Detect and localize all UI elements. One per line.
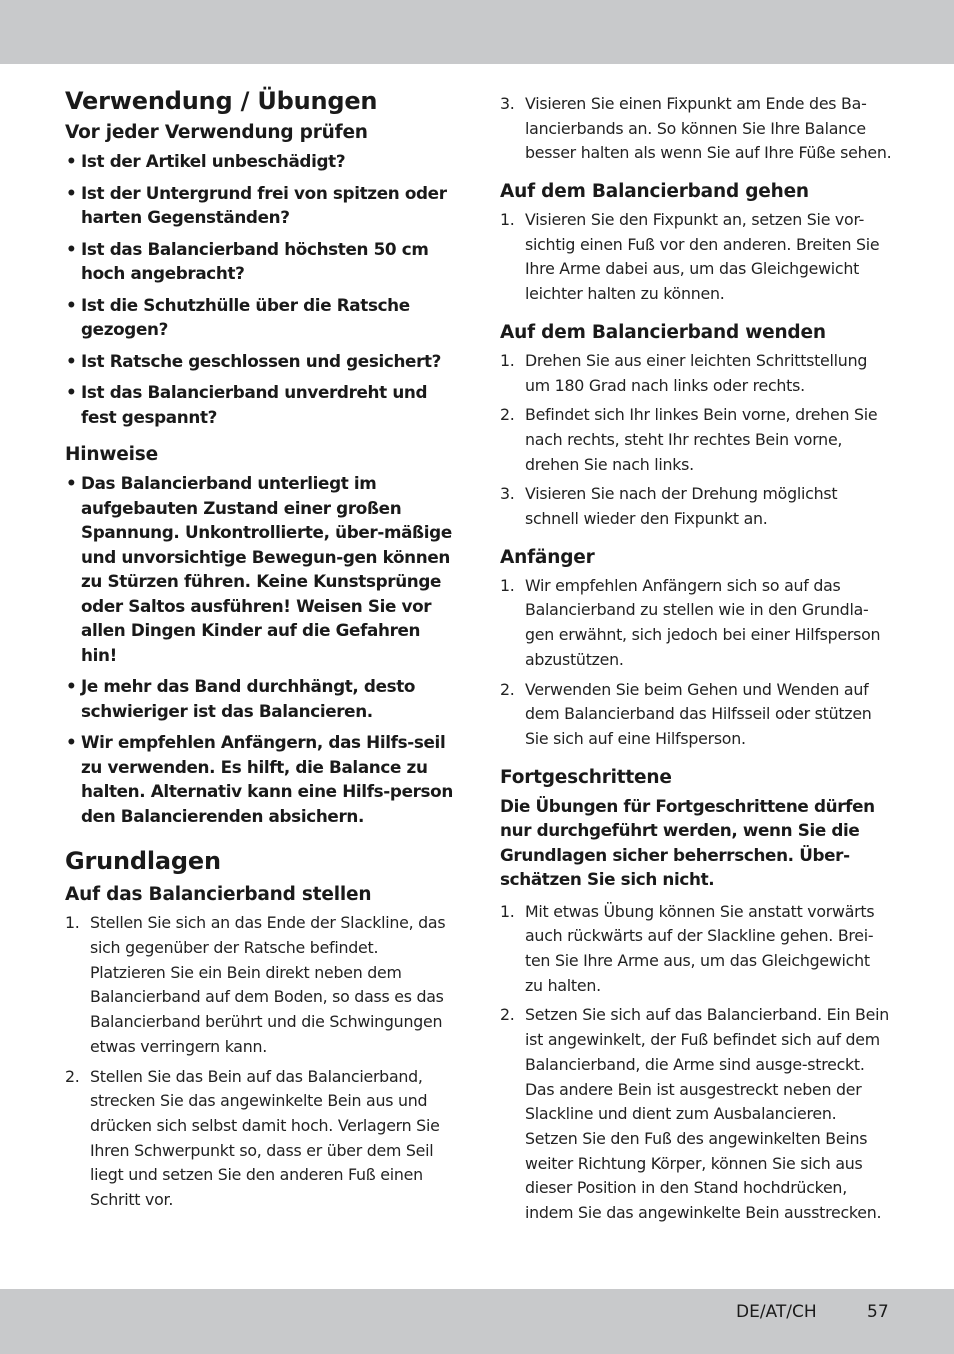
list-item: • Ist der Untergrund frei von spitzen oder harten Gegenständen? xyxy=(66,182,447,228)
list-item: • Ist das Balancierband höchsten 50 cm hoch angebracht? xyxy=(66,238,429,284)
list-item: 1. Drehen Sie aus einer leichten Schrittstellung um 180 Grad nach links oder rechts. xyxy=(500,350,868,395)
heading-beginner: Anfänger xyxy=(500,546,595,568)
heading-check-before-use: Vor jeder Verwendung prüfen xyxy=(65,122,368,144)
checklist xyxy=(65,149,455,429)
stand-steps-continued xyxy=(500,92,892,166)
list-item: • Wir empfehlen Anfängern, das Hilfs-seil zu verwenden. Es hilft, die Balance zu halten. Alternativ kann eine Hilfs-person den Balancierenden absichern. xyxy=(66,732,453,826)
heading-stand-on-band: Auf das Balancierband stellen xyxy=(65,884,372,906)
list-item: 3. Visieren Sie nach der Drehung möglichst schnell wieder den Fixpunkt an. xyxy=(500,484,838,529)
walk-steps xyxy=(500,208,892,307)
advanced-steps xyxy=(500,900,892,1226)
list-item: 2. Verwenden Sie beim Gehen und Wenden auf dem Balancierband das Hilfsseil oder stützen Sie sich auf eine Hilfsperson. xyxy=(500,679,872,748)
heading-hints: Hinweise xyxy=(65,444,158,466)
beginner-steps xyxy=(500,574,892,752)
left-column xyxy=(65,86,455,1218)
list-item: 2. Stellen Sie das Bein auf das Balancierband, strecken Sie das angewinkelte Bein aus und drücken sich selbst damit hoch. Verlagern Sie Ihren Schwerpunkt so, dass er über dem Seil liegt und setzen Sie den anderen Fuß einen Schritt vor. xyxy=(65,1066,440,1210)
list-item: • Ist das Balancierband unverdreht und fest gespannt? xyxy=(66,382,428,427)
list-item: 3. Visieren Sie einen Fixpunkt am Ende des Ba-lancierbands an. So können Sie Ihre Balance besser halten als wenn Sie auf Ihre Füße sehen. xyxy=(500,94,892,163)
list-item: • Ist der Artikel unbeschädigt? xyxy=(66,151,346,172)
right-column xyxy=(500,92,892,1231)
stand-steps xyxy=(65,911,455,1212)
list-item: 1. Stellen Sie sich an das Ende der Slackline, das sich gegenüber der Ratsche befindet. Platzieren Sie ein Bein direkt neben dem Balancierband auf dem Boden, so dass es das Balancierband berührt und die Schwingungen etwas verringern kann. xyxy=(65,913,446,1056)
hints-list xyxy=(65,471,455,828)
list-item: • Ist die Schutzhülle über die Ratsche gezogen? xyxy=(66,294,410,340)
list-item: • Je mehr das Band durchhängt, desto schwieriger ist das Balancieren. xyxy=(66,676,416,721)
footer-region: DE/AT/CH xyxy=(736,1302,817,1322)
page-number: 57 xyxy=(867,1302,889,1322)
list-item: 1. Wir empfehlen Anfängern sich so auf das Balancierband zu stellen wie in den Grundla-gen erwähnt, sich jedoch bei einer Hilfsperson abzustützen. xyxy=(500,575,881,669)
list-item: • Ist Ratsche geschlossen und gesichert? xyxy=(66,350,442,371)
list-item: 2. Befindet sich Ihr linkes Bein vorne, drehen Sie nach rechts, steht Ihr rechtes Bein vorne, drehen Sie nach links. xyxy=(500,405,878,474)
list-item: 1. Visieren Sie den Fixpunkt an, setzen Sie vor-sichtig einen Fuß vor den anderen. Breiten Sie Ihre Arme dabei aus, um das Gleichgewicht leichter halten zu können. xyxy=(500,210,880,304)
list-item: 2. Setzen Sie sich auf das Balancierband. Ein Bein ist angewinkelt, der Fuß befindet sich auf dem Balancierband, die Arme sind ausge-streckt. Das andere Bein ist ausgestreckt neben der Slackline und dient zum Ausbalancieren. Setzen Sie den Fuß des angewinkelten Beins weiter Richtung Körper, können Sie sich aus dieser Position in den Stand hochdrücken, indem Sie das angewinkelte Bein ausstrecken. xyxy=(500,1005,889,1223)
list-item: • Das Balancierband unterliegt im aufgebauten Zustand einer großen Spannung. Unkontrollierte, über-mäßige und unvorsichtige Bewegun-gen können zu Stürzen führen. Keine Kunstsprünge oder Saltos ausführen! Weisen Sie vor allen Dingen Kinder auf die Gefahren hin! xyxy=(66,473,452,665)
section-title-basics: Grundlagen xyxy=(65,847,221,876)
section-title-usage: Verwendung / Übungen xyxy=(65,87,378,115)
heading-walk: Auf dem Balancierband gehen xyxy=(500,181,809,203)
heading-advanced: Fortgeschrittene xyxy=(500,766,672,788)
heading-turn: Auf dem Balancierband wenden xyxy=(500,321,826,343)
header-bar xyxy=(0,0,954,64)
turn-steps xyxy=(500,349,892,532)
advanced-warning: Die Übungen für Fortgeschrittene dürfen nur durchgeführt werden, wenn Sie die Grundlagen sicher beherrschen. Über-schätzen Sie sich nicht. xyxy=(500,795,875,890)
list-item: 1. Mit etwas Übung können Sie anstatt vorwärts auch rückwärts auf der Slackline gehen. Brei-ten Sie Ihre Arme aus, um das Gleichgewicht zu halten. xyxy=(500,901,875,995)
